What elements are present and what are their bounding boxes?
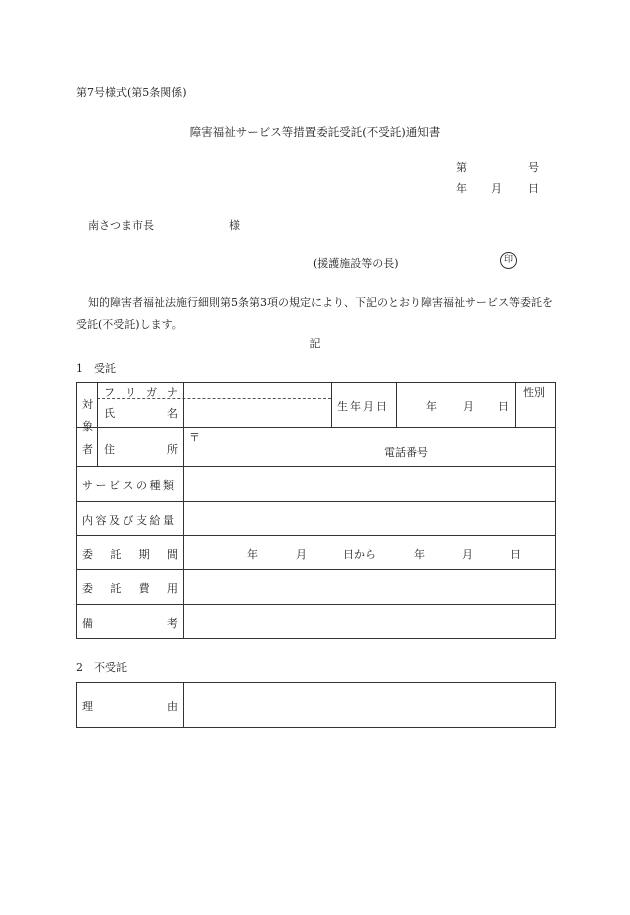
cost-char-1: 委 <box>82 582 93 595</box>
service-type-field[interactable] <box>186 470 552 498</box>
reason-char-1: 理 <box>82 700 93 713</box>
birth-day: 日 <box>498 400 509 413</box>
period-month-from: 月 <box>296 548 307 561</box>
form-number: 第7号様式(第5条関係) <box>76 86 187 99</box>
address-label <box>104 441 178 457</box>
reason-label <box>82 698 178 714</box>
reason-char-2: 由 <box>167 700 178 713</box>
furigana-char-2: リ <box>125 386 136 399</box>
document-title: 障害福祉サービス等措置委託受託(不受託)通知書 <box>189 125 441 139</box>
cost-char-3: 費 <box>138 582 150 595</box>
period-label <box>82 546 178 562</box>
honorific: 様 <box>229 219 240 232</box>
furigana-char-4: ナ <box>167 386 178 399</box>
birth-month: 月 <box>463 400 474 413</box>
postal-mark: 〒 <box>189 431 200 444</box>
furigana-field[interactable] <box>185 384 329 397</box>
address-char-1: 住 <box>104 443 115 456</box>
address-char-2: 所 <box>167 443 178 456</box>
date-month: 月 <box>491 182 502 195</box>
section2-heading: 2 不受託 <box>76 661 127 674</box>
subject-label-2: 象 <box>82 420 93 433</box>
period-char-4: 間 <box>166 548 178 561</box>
seal-icon: 印 <box>500 252 517 269</box>
birthdate-label: 生年月日 <box>337 400 389 413</box>
period-char-3: 期 <box>138 548 150 561</box>
remarks-char-2: 考 <box>167 617 178 630</box>
body-text: 知的障害者福祉法施行細則第5条第3項の規定により、下記のとおり障害福祉サービス等委託を受託(不受託)します。 <box>76 296 553 331</box>
subject-label-3: 者 <box>82 443 93 456</box>
cost-char-4: 用 <box>166 582 178 595</box>
period-day-from: 日から <box>343 548 376 561</box>
period-char-1: 委 <box>82 548 93 561</box>
furigana-label <box>104 384 178 400</box>
subject-label-1: 対 <box>82 398 93 411</box>
reason-field[interactable] <box>186 686 552 724</box>
content-label: 内容及び支給量 <box>82 514 177 527</box>
period-year-to: 年 <box>414 548 425 561</box>
remarks-char-1: 備 <box>82 617 93 630</box>
name-char-1: 氏 <box>104 407 115 420</box>
birth-year: 年 <box>426 400 437 413</box>
period-year-from: 年 <box>247 548 258 561</box>
sender: (援護施設等の長) <box>313 257 399 270</box>
ki-label: 記 <box>309 337 321 350</box>
furigana-char-1: フ <box>104 386 115 399</box>
date-year: 年 <box>456 182 467 195</box>
service-type-label: サービスの種類 <box>82 479 177 492</box>
doc-number-suffix: 号 <box>528 161 539 174</box>
doc-number-prefix: 第 <box>456 161 467 174</box>
name-char-2: 名 <box>167 407 178 420</box>
cost-char-2: 託 <box>110 582 122 595</box>
date-day: 日 <box>528 182 539 195</box>
furigana-char-3: ガ <box>146 386 157 399</box>
remarks-label <box>82 615 178 631</box>
gender-label: 性別 <box>523 386 545 399</box>
cost-label <box>82 580 178 596</box>
addressee: 南さつま市長 <box>88 219 154 232</box>
content-field[interactable] <box>186 504 552 532</box>
remarks-field[interactable] <box>186 607 552 635</box>
name-label <box>104 405 178 421</box>
name-field[interactable] <box>185 400 329 425</box>
cost-field[interactable] <box>186 573 552 601</box>
phone-label: 電話番号 <box>384 446 428 459</box>
period-day-to: 日 <box>510 548 521 561</box>
period-char-2: 託 <box>110 548 122 561</box>
section1-heading: 1 受託 <box>76 362 116 375</box>
period-month-to: 月 <box>462 548 473 561</box>
